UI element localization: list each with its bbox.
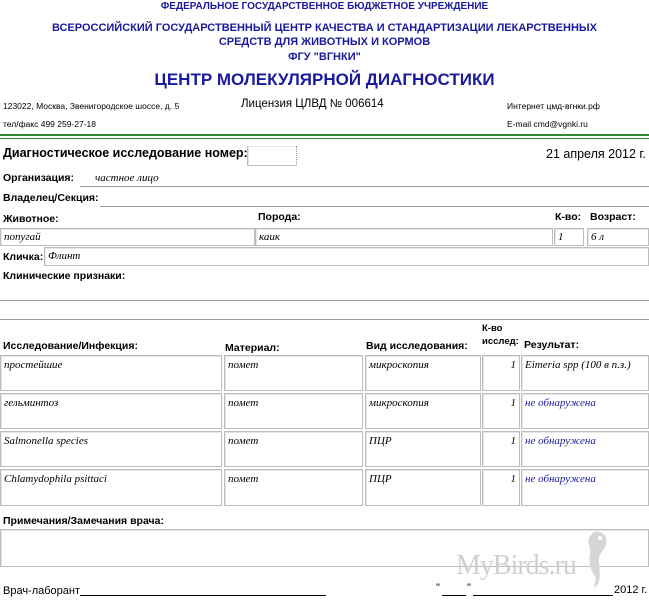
footer-year: 2012 г.	[614, 584, 648, 596]
row-2-material[interactable]	[224, 393, 363, 429]
row-2-infection[interactable]	[0, 393, 222, 429]
report-date: 21 апреля 2012 г.	[546, 147, 646, 161]
organization-value: частное лицо	[95, 172, 159, 184]
row-1-count-value: 1	[510, 359, 516, 371]
notes-label: Примечания/Замечания врача:	[3, 515, 164, 527]
row-4-material[interactable]	[224, 469, 363, 506]
row-2-count-value: 1	[510, 397, 516, 409]
row-3-count-value: 1	[510, 435, 516, 447]
doctor-signature-line[interactable]	[80, 595, 326, 596]
organization-underline	[80, 186, 649, 187]
center-title: ЦЕНТР МОЛЕКУЛЯРНОЙ ДИАГНОСТИКИ	[154, 70, 495, 89]
col-result-header: Результат:	[524, 339, 580, 351]
institution-line-3: СРЕДСТВ ДЛЯ ЖИВОТНЫХ И КОРМОВ	[218, 36, 431, 48]
count-field[interactable]	[554, 228, 584, 246]
email-text: E-mail cmd@vgnki.ru	[507, 119, 588, 129]
row-3-material[interactable]	[224, 431, 363, 467]
row-1-material[interactable]	[224, 355, 363, 391]
row-2-material-value: помет	[228, 397, 259, 409]
bird-silhouette-icon	[572, 528, 618, 590]
col-material-header: Материал:	[225, 342, 280, 354]
row-4-material-value: помет	[228, 473, 259, 485]
nickname-field[interactable]	[44, 247, 649, 266]
row-3-type[interactable]	[365, 431, 481, 467]
col-infection-header: Исследование/Инфекция:	[3, 340, 138, 352]
header-divider-thin	[0, 138, 649, 139]
age-value: 6 л	[591, 231, 605, 243]
doctor-label: Врач-лаборант	[3, 585, 81, 597]
row-4-infection-value: Chlamydophila psittaci	[4, 473, 107, 485]
nickname-label: Кличка:	[3, 251, 44, 263]
footer-quote-open: "	[436, 582, 440, 594]
row-3-material-value: помет	[228, 435, 259, 447]
animal-field[interactable]	[0, 228, 255, 246]
institution-line-2: ВСЕРОССИЙСКИЙ ГОСУДАРСТВЕННЫЙ ЦЕНТР КАЧЕСТВА И СТАНДАРТИЗАЦИИ ЛЕКАРСТВЕННЫХ	[51, 22, 598, 34]
row-1-result-value: Eimeria spp (100 в п.з.)	[525, 359, 631, 371]
watermark-text: MyBirds.ru	[456, 550, 576, 581]
animal-label: Животное:	[3, 213, 59, 225]
animal-value: попугай	[4, 231, 41, 243]
row-2-type[interactable]	[365, 393, 481, 429]
row-3-infection-value: Salmonella species	[4, 435, 89, 447]
row-4-count-value: 1	[510, 473, 516, 485]
research-number-field[interactable]	[247, 146, 297, 166]
footer-quote-close: "	[467, 582, 471, 594]
row-3-infection[interactable]	[0, 431, 222, 467]
row-1-count[interactable]	[482, 355, 520, 391]
age-label: Возраст:	[590, 211, 636, 223]
license-text: Лицензия ЦЛВД № 006614	[241, 98, 384, 110]
clinical-line-2	[0, 319, 649, 320]
count-value: 1	[558, 231, 564, 243]
owner-label: Владелец/Секция:	[3, 192, 99, 204]
clinical-line-1	[0, 300, 649, 301]
row-1-infection-value: простейшие	[4, 359, 63, 371]
institution-line-4: ФГУ "ВГНКИ"	[288, 51, 361, 63]
breed-field[interactable]	[255, 228, 553, 246]
row-4-infection[interactable]	[0, 469, 222, 506]
row-2-count[interactable]	[482, 393, 520, 429]
row-3-result[interactable]	[521, 431, 649, 467]
header-divider	[0, 134, 649, 136]
row-4-count[interactable]	[482, 469, 520, 506]
row-2-type-value: микроскопия	[369, 397, 429, 409]
col-count-header-1: К-во	[482, 323, 503, 334]
nickname-value: Флинт	[48, 250, 81, 262]
col-count-header-2: исслед:	[482, 336, 519, 347]
row-3-count[interactable]	[482, 431, 520, 467]
clinical-signs-label: Клинические признаки:	[3, 270, 126, 282]
footer-day-line[interactable]	[442, 595, 466, 596]
age-field[interactable]	[587, 228, 649, 246]
footer-month-line[interactable]	[473, 595, 613, 596]
row-1-type[interactable]	[365, 355, 481, 391]
row-4-type[interactable]	[365, 469, 481, 506]
institution-line-1: ФЕДЕРАЛЬНОЕ ГОСУДАРСТВЕННОЕ БЮДЖЕТНОЕ УЧРЕЖДЕНИЕ	[160, 1, 489, 12]
row-1-result[interactable]	[521, 355, 649, 391]
row-1-type-value: микроскопия	[369, 359, 429, 371]
row-1-material-value: помет	[228, 359, 259, 371]
breed-value: каик	[259, 231, 281, 243]
organization-label: Организация:	[3, 172, 75, 184]
row-4-result[interactable]	[521, 469, 649, 506]
address-text: 123022, Москва, Звенигородское шоссе, д. 5	[3, 101, 180, 111]
row-1-infection[interactable]	[0, 355, 222, 391]
row-3-type-value: ПЦР	[369, 435, 392, 447]
row-4-type-value: ПЦР	[369, 473, 392, 485]
internet-text: Интернет цмд-вгнки.рф	[507, 101, 600, 111]
row-3-result-value: не обнаружена	[525, 435, 596, 447]
breed-label: Порода:	[258, 211, 301, 223]
row-2-infection-value: гельминтоз	[4, 397, 59, 409]
research-number-label: Диагностическое исследование номер:	[3, 146, 248, 160]
row-4-result-value: не обнаружена	[525, 473, 596, 485]
row-2-result-value: не обнаружена	[525, 397, 596, 409]
col-type-header: Вид исследования:	[366, 340, 468, 352]
row-2-result[interactable]	[521, 393, 649, 429]
watermark-logo	[456, 550, 576, 582]
count-label: К-во:	[555, 211, 582, 223]
phone-text: тел/факс 499 259-27-18	[3, 119, 97, 129]
owner-underline	[100, 206, 649, 207]
